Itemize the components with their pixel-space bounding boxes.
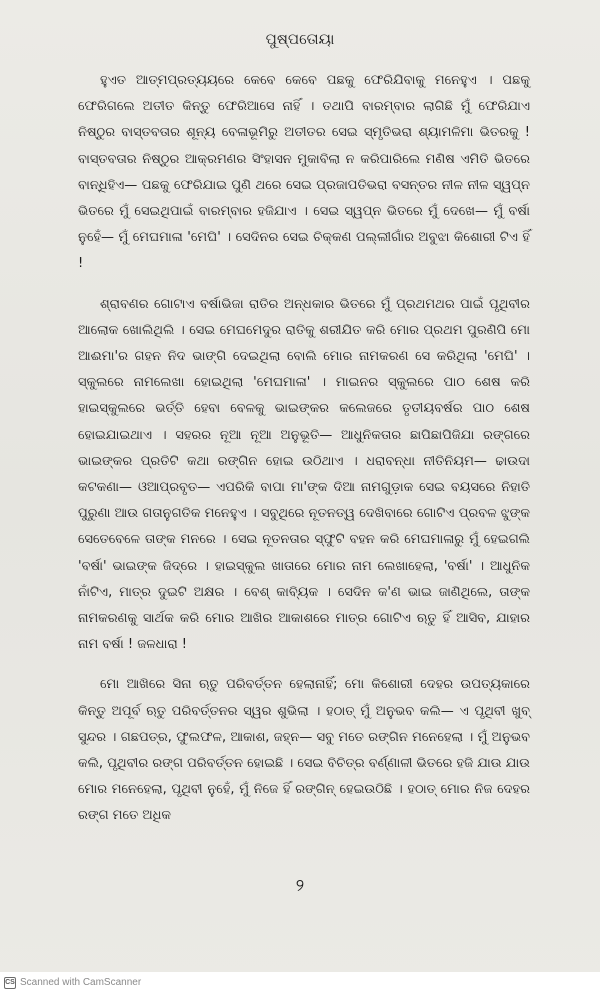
paragraph-1: ହୁଏତ ଆତ୍ମପ୍ରତ୍ୟୟରେ କେବେ କେବେ ପଛକୁ ଫେରିଯିବାକୁ ମନେହୁଏ । ପଛକୁ ଫେରିଗଲେ ଅତୀତ କିନ୍ତୁ ଫେରିଆସେ ନାହିଁ । ତଥାପି ବାରମ୍ବାର ଲାଗିଛି ମୁଁ ଫେରିଯାଏ ନିଷ୍ଠୁର ବାସ୍ତବତାର ଶୂନ୍ୟ ବେଳାଭୂମିରୁ ଅତୀତର ସେଇ ସ୍ମୃତିଭରା ଶ୍ୟାମଳିମା ଭିତରକୁ ! ବାସ୍ତବତାର ନିଷ୍ଠୁର ଆକ୍ରମଣର ସିଂହାସନ ମୁକାବିଲା ନ କରିପାରିଲେ ମଣିଷ ଏମିତି ଭିତରେ ବାନ୍ଧିହିଏ— ପଛକୁ ଫେରିଯାଇ ପୁଣି ଥରେ ସେଇ ପ୍ରଜାପତିଭରା ବସନ୍ତର ନୀଳ ନୀଳ ସ୍ୱପ୍ନ ଭିତରେ ମୁଁ ସେଇଥିପାଇଁ ବାରମ୍ବାର ହଜିଯାଏ । ସେଇ ସ୍ୱପ୍ନ ଭିତରେ ମୁଁ ଦେଖେ— ମୁଁ ବର୍ଷା ନୁହେଁ— ମୁଁ ମେଘମାଳା 'ମେଘି' । ସେଦିନର ସେଇ ଚିକ୍କଣ ପଲ୍ଲୀଗାଁର ଅବୁଝା କିଶୋରୀ ଟିଏ ହିଁ !: [78, 73, 530, 272]
paragraph-3: ମୋ ଆଖିରେ ସିନା ଋତୁ ପରିବର୍ତ୍ତନ ହେଲାନାହିଁ; ମୋ କିଶୋରୀ ଦେହର ଉପତ୍ୟକାରେ କିନ୍ତୁ ଅପୂର୍ବ ଋତୁ ପରିବର୍ତ୍ତନର ସ୍ୱର ଶୁଭିଲା । ହଠାତ୍ ମୁଁ ଅନୁଭବ କଲି— ଏ ପୃଥିବୀ ଖୁବ୍ ସୁନ୍ଦର । ଗଛପତ୍ର, ଫୁଲଫଳ, ଆକାଶ, ଜହ୍ନ— ସବୁ ମତେ ରଙ୍ଗିନ ମନେହେଲା । ମୁଁ ଅନୁଭବ କଲି, ପୃଥିବୀର ରଙ୍ଗ ପରିବର୍ତ୍ତନ ହୋଇଛି । ସେଇ ବିଚିତ୍ର ବର୍ଣ୍ଣାଳୀ ଭିତରେ ହଜି ଯାଉ ଯାଉ ମୋର ମନେହେଲା, ପୃଥିବୀ ନୁହେଁ, ମୁଁ ନିଜେ ହିଁ ରଙ୍ଗିନ୍ ହେଇଉଠିଛି । ହଠାତ୍ ମୋର ନିଜ ଦେହର ରଙ୍ଗ ମତେ ଅଧିକ: [78, 677, 530, 824]
paragraph-2: ଶ୍ରାବଣର ଗୋଟାଏ ବର୍ଷାଭିଜା ରାତିର ଅନ୍ଧକାର ଭିତରେ ମୁଁ ପ୍ରଥମଥର ପାଇଁ ପୃଥିବୀର ଆଲୋକ ଖୋଲିଥିଲି । ସେଇ ମେଘମେଦୁର ରାତିକୁ ଶରୀଯିତ କରି ମୋର ପ୍ରଥମ ପୁରଣିପି ମୋ ଆଈମା'ର ଗହନ ନିଦ ଭାଙ୍ଗି ଦେଇଥିଲା ବୋଲି ମୋର ନାମକରଣ ସେ କରିଥିଲା 'ମେଘି' । ସ୍କୁଲରେ ନାମଲେଖା ହୋଇଥିଲା 'ମେଘମାଳା' । ମାଇନର ସ୍କୁଲରେ ପାଠ ଶେଷ କରି ହାଇସ୍କୁଲରେ ଭର୍ତ୍ତି ହେବା ବେଳକୁ ଭାଇଙ୍କର କଲେଜରେ ତୃତୀୟବର୍ଷର ପାଠ ଶେଷ ହୋଇଯାଇଥାଏ । ସହରର ନୂଆ ନୂଆ ଅନୁଭୂତି— ଆଧୁନିକତାର ଛାପିଛାପିଜିଯା ରଙ୍ଗରେ ଭାଇଙ୍କର ପ୍ରତିଟି କଥା ରଙ୍ଗିନ ହୋଇ ଉଠିଥାଏ । ଧରାବନ୍ଧା ନୀତିନିୟମ— ଢାଉଦା କଟକଣା— ଓଆପ୍ରବୃତ— ଏପରିକି ବାପା ମା'ଙ୍କ ଦିଆ ନାମଗୁଡ଼ାକ ସେଇ ବୟସରେ ନିହାତି ପୁରୁଣା ଆଉ ଗତାନୁଗତିକ ମନେହୁଏ । ସବୁଥିରେ ନୂତନତ୍ୱ ଦେଖିବାରେ ଗୋଟିଏ ପ୍ରବଳ ଝୁଙ୍କ ସେତେବେଳେ ତାଙ୍କ ମନରେ । ସେଇ ନୂତନତାର ସ୍ଫୁଟି ବହନ କରି ମେଘମାଳାରୁ ମୁଁ ହେଇଗଲି 'ବର୍ଷା' ଭାଇଙ୍କ ଜିଦ୍‌ରେ । ହାଇସ୍କୁଲ ଖାତାରେ ମୋର ନାମ ଲେଖାହେଲା, 'ବର୍ଷା' । ଆଧୁନିକ ନାଁଟିଏ, ମାତ୍ର ଦୁଇଟି ଅକ୍ଷର । ବେଶ୍ କାବ୍ୟିକ । ସେଦିନ କ'ଣ ଭାଇ ଜାଣିଥିଲେ, ତାଙ୍କ ନାମକରଣକୁ ସାର୍ଥକ କରି ମୋର ଆଖିର ଆକାଶରେ ମାତ୍ର ଗୋଟିଏ ଋତୁ ହିଁ ଆସିବ, ଯାହାର ନାମ ବର୍ଷା ! ଜଳଧାରା !: [78, 296, 530, 653]
scanner-watermark-text: Scanned with CamScanner: [20, 977, 142, 988]
camscanner-logo-icon: CS: [4, 977, 16, 989]
running-header: ପୁଷ୍ପତୋୟା: [265, 30, 335, 48]
page-number: ୨: [295, 876, 305, 896]
scanner-watermark-bar: [0, 972, 600, 992]
body-text: [78, 68, 530, 844]
